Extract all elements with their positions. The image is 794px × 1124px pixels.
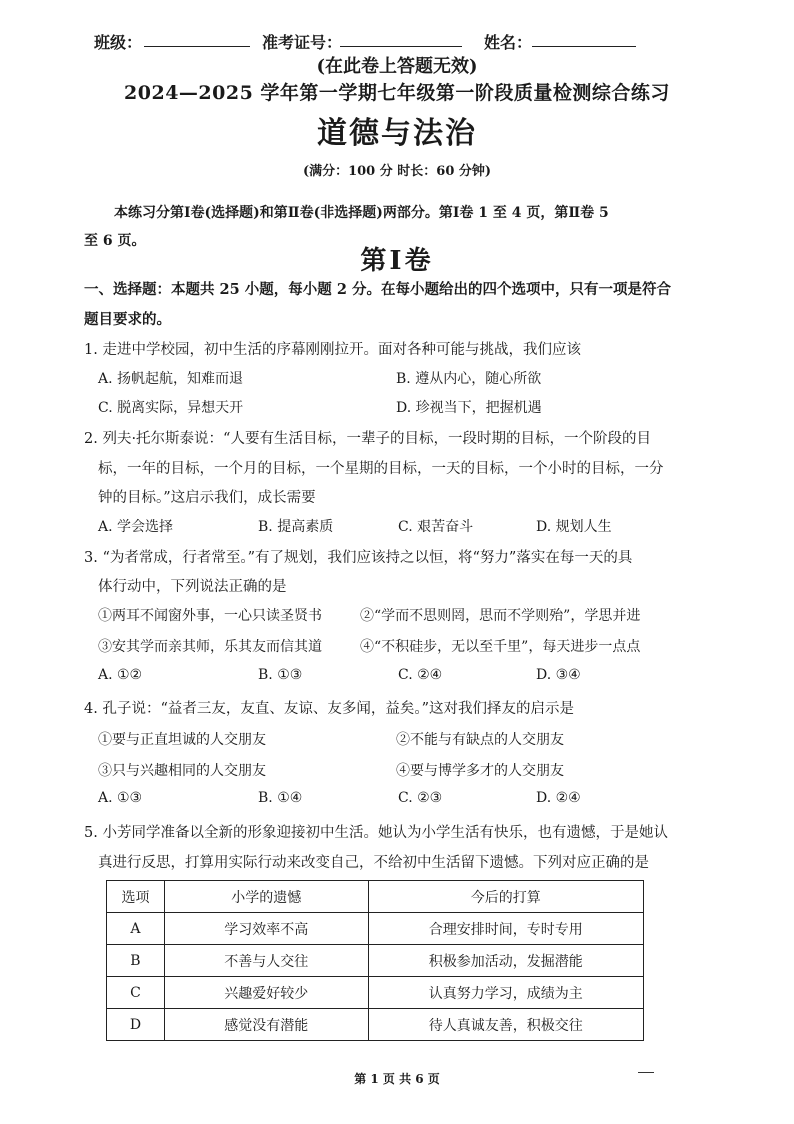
table-cell: 待人真诚友善，积极交往 [368,1009,644,1041]
table-cell: 认真努力学习，成绩为主 [368,977,644,1009]
q5-table [106,880,644,1041]
q3-statement-3: ③安其学而亲其师，乐其友而信其道 [98,639,322,655]
q4-option-a: A. ①③ [98,790,143,806]
q4-statement-1: ①要与正直坦诚的人交朋友 [98,732,266,748]
class-label: 班级： [94,33,143,52]
exam-meta: (满分：100 分 时长：60 分钟) [302,164,492,179]
table-cell: A [107,913,165,945]
q1-option-c: C. 脱离实际，异想天开 [98,400,244,416]
class-blank [144,46,250,47]
q4-statement-2: ②不能与有缺点的人交朋友 [396,732,564,748]
q4-option-b: B. ①④ [258,790,303,806]
q3-line-2: 体行动中，下列说法正确的是 [98,579,287,595]
ticket-blank [340,46,462,47]
table-row [107,977,644,1009]
invalid-answer-notice: (在此卷上答题无效) [316,56,478,77]
q3-option-a: A. ①② [98,667,143,683]
table-cell: 感觉没有潜能 [164,1009,368,1041]
table-cell: D [107,1009,165,1041]
table-header-row [107,881,644,913]
q4-statement-4: ④要与博学多才的人交朋友 [396,763,564,779]
intro-line-2: 至 6 页。 [84,233,146,249]
q3-statement-1: ①两耳不闻窗外事，一心只读圣贤书 [98,608,322,624]
q4-option-c: C. ②③ [398,790,443,806]
q5-line-2: 真进行反思，打算用实际行动来改变自己，不给初中生活留下遗憾。下列对应正确的是 [98,855,649,871]
page-footer: 第 1 页 共 6 页 [354,1072,440,1086]
q2-option-c: C. 艰苦奋斗 [398,519,474,535]
table-header-cell: 选项 [107,881,165,913]
table-header-cell: 小学的遗憾 [164,881,368,913]
table-row [107,913,644,945]
table-cell: C [107,977,165,1009]
q2-option-d: D. 规划人生 [536,519,612,535]
table-cell: 合理安排时间，专时专用 [368,913,644,945]
q3-option-c: C. ②④ [398,667,443,683]
q3-line-1: 3. “为者常成，行者常至。”有了规划，我们应该持之以恒，将“努力”落实在每一天的具 [84,550,633,566]
q5-line-1: 5. 小芳同学准备以全新的形象迎接初中生活。她认为小学生活有快乐，也有遗憾，于是她认 [84,825,668,841]
name-blank [532,46,636,47]
q4-option-d: D. ②④ [536,790,581,806]
q3-statement-4: ④“不积硅步，无以至千里”，每天进步一点点 [360,639,641,655]
q2-line-2: 标，一年的目标，一个月的目标，一个星期的目标，一天的目标，一个小时的目标，一分 [98,461,664,477]
table-row [107,1009,644,1041]
q1-option-d: D. 珍视当下，把握机遇 [396,400,542,416]
intro-line-1: 本练习分第Ⅰ卷(选择题)和第Ⅱ卷(非选择题)两部分。第Ⅰ卷 1 至 4 页，第Ⅱ卷 5 [114,205,609,221]
q1-option-b: B. 遵从内心，随心所欲 [396,371,542,387]
q2-line-3: 钟的目标。”这启示我们，成长需要 [98,490,316,506]
section-heading-line-2: 题目要求的。 [84,311,171,328]
q2-option-b: B. 提高素质 [258,519,334,535]
q4-stem: 4. 孔子说：“益者三友，友直、友谅、友多闻，益矣。”这对我们择友的启示是 [84,701,575,717]
name-label: 姓名： [484,33,533,52]
q2-line-1: 2. 列夫·托尔斯泰说：“人要有生活目标，一辈子的目标，一段时期的目标，一个阶段的目 [84,431,651,447]
q3-statement-2: ②“学而不思则罔，思而不学则殆”，学思并进 [360,608,641,624]
q3-option-d: D. ③④ [536,667,581,683]
table-row [107,945,644,977]
q3-option-b: B. ①③ [258,667,303,683]
table-cell: 学习效率不高 [164,913,368,945]
subject-title: 道德与法治 [317,116,477,151]
q1-stem: 1. 走进中学校园，初中生活的序幕刚刚拉开。面对各种可能与挑战，我们应该 [84,342,581,358]
ticket-label: 准考证号： [262,33,343,52]
table-cell: B [107,945,165,977]
table-header-cell: 今后的打算 [368,881,644,913]
table-cell: 不善与人交往 [164,945,368,977]
volume-title: 第Ⅰ卷 [360,246,434,276]
section-heading-line-1: 一、选择题：本题共 25 小题，每小题 2 分。在每小题给出的四个选项中，只有一项是符合 [84,281,671,298]
corner-mark [638,1072,654,1073]
exam-title: 2024—2025 学年第一学期七年级第一阶段质量检测综合练习 [124,82,670,104]
table-cell: 积极参加活动，发掘潜能 [368,945,644,977]
q4-statement-3: ③只与兴趣相同的人交朋友 [98,763,266,779]
q2-option-a: A. 学会选择 [98,519,174,535]
table-cell: 兴趣爱好较少 [164,977,368,1009]
q1-option-a: A. 扬帆起航，知难而退 [98,371,244,387]
